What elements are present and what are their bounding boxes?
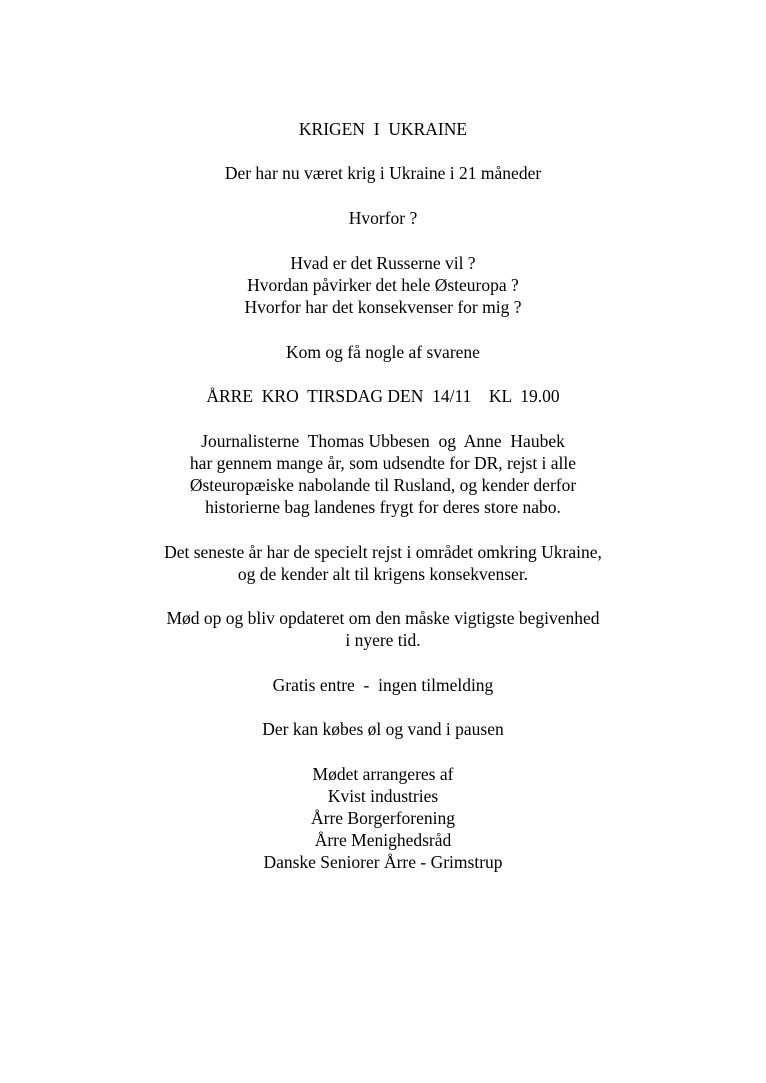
invite-line: Mød op og bliv opdateret om den måske vigtigste begivenhed	[166, 608, 600, 628]
intro-text: Der har nu været krig i Ukraine i 21 måneder	[224, 163, 542, 183]
organizer-item: Årre Menighedsråd	[314, 830, 452, 850]
speakers-line: Østeuropæiske nabolande til Rusland, og kender derfor	[189, 475, 577, 495]
invite-line: i nyere tid.	[345, 630, 421, 650]
speakers-line: Journalisterne Thomas Ubbesen og Anne Haubek	[201, 431, 565, 451]
recent-travel-line: og de kender alt til krigens konsekvenser.	[237, 564, 529, 584]
question-line: Hvorfor har det konsekvenser for mig ?	[244, 297, 522, 317]
speakers-line: historierne bag landenes frygt for deres store nabo.	[205, 497, 561, 517]
call-to-action: Kom og få nogle af svarene	[286, 342, 480, 362]
organizers-heading: Mødet arrangeres af	[312, 764, 454, 784]
question-why: Hvorfor ?	[348, 208, 418, 228]
refreshments-info: Der kan købes øl og vand i pausen	[262, 719, 504, 739]
speakers-line: har gennem mange år, som udsendte for DR, rejst i alle	[189, 453, 577, 473]
event-details: ÅRRE KRO TIRSDAG DEN 14/11 KL 19.00	[206, 386, 560, 406]
document-title: KRIGEN I UKRAINE	[298, 119, 468, 139]
organizer-item: Danske Seniorer Årre - Grimstrup	[263, 852, 503, 872]
organizer-item: Årre Borgerforening	[311, 808, 455, 828]
organizer-item: Kvist industries	[327, 786, 439, 806]
question-line: Hvad er det Russerne vil ?	[290, 253, 476, 273]
question-line: Hvordan påvirker det hele Østeuropa ?	[247, 275, 519, 295]
recent-travel-line: Det seneste år har de specielt rejst i området omkring Ukraine,	[164, 542, 602, 562]
entry-info: Gratis entre - ingen tilmelding	[272, 675, 494, 695]
